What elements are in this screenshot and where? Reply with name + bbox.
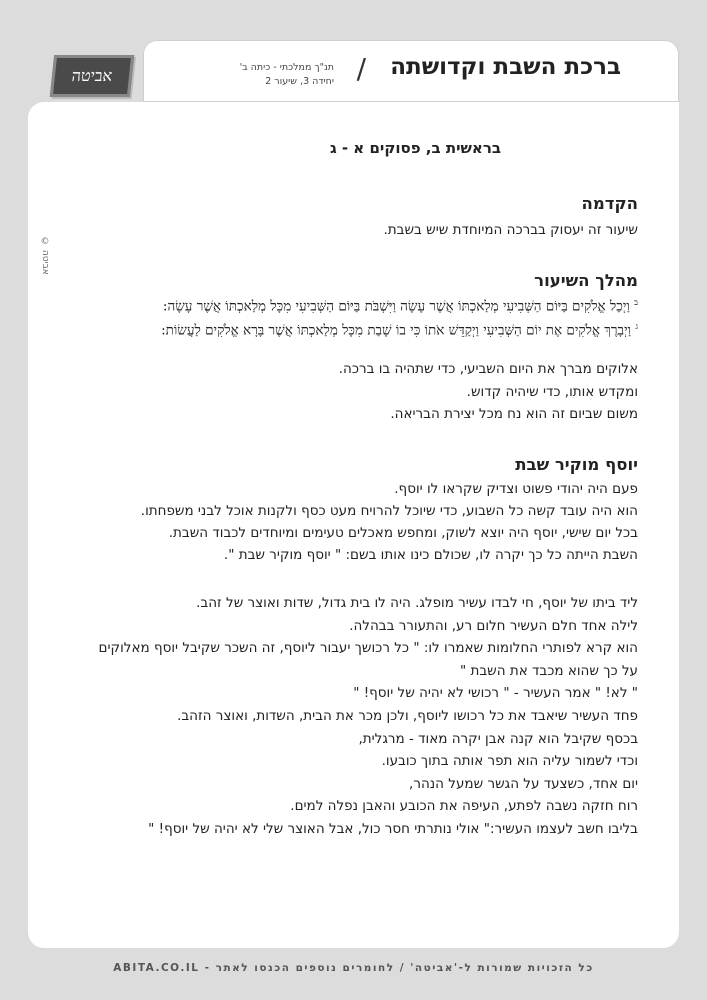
story-line: השבת הייתה כל כך יקרה לו, שכולם כינו אותו בשם: " יוסף מוקיר שבת ". (223, 547, 638, 563)
verse-b (163, 298, 638, 315)
header-bar (143, 40, 679, 102)
course-unit: יחידה 3, שיעור 2 (265, 76, 334, 87)
intro-heading: הקדמה (581, 194, 638, 213)
story-line: על כך שהוא מכבד את השבת " (460, 663, 638, 679)
story-line: בכל יום שישי, יוסף היה יוצא לשוק, ומחפש מאכלים טעימים ומיוחדים לכבוד השבת. (168, 525, 638, 541)
lesson-line: ומקדש אותו, כדי שיהיה קדוש. (466, 384, 638, 400)
story-line: ליד ביתו של יוסף, חי לבדו עשיר מופלג. היה לו בית גדול, שדות ואוצר של זהב. (196, 595, 638, 611)
lesson-heading: מהלך השיעור (534, 271, 638, 290)
footer-copyright: כל הזכויות שמורות ל-'אביטה' / לחומרים נוספים הכנסו לאתר - ABITA.CO.IL (113, 962, 594, 974)
verse-g (161, 322, 638, 339)
story-line: בליבו חשב לעצמו העשיר:" אולי נותרתי חסר כול, אבל האוצר שלי לא יהיה של יוסף! " (148, 821, 638, 837)
story-line: וכדי לשמור עליה הוא תפר אותה בתוך כובעו. (381, 753, 638, 769)
lesson-line: אלוקים מברך את היום השביעי, כדי שתהיה בו ברכה. (338, 361, 638, 377)
verse-g-number: ג (635, 322, 638, 331)
course-info (240, 61, 334, 89)
story-line: פעם היה יהודי פשוט וצדיק שקראו לו יוסף. (394, 481, 638, 497)
verse-b-number: ב (634, 298, 638, 307)
abita-logo: אביטה (50, 55, 134, 97)
story-heading: יוסף מוקיר שבת (515, 455, 638, 474)
story-line: הוא קרא לפותרי החלומות שאמרו לו: " כל רכושך יעבור ליוסף, זה השכר שקיבל יוסף מאלוקים (98, 640, 638, 656)
story-line: יום אחד, כשצעד על הגשר שמעל הנהר, (409, 776, 638, 792)
intro-text: שיעור זה יעסוק בברכה המיוחדת שיש בשבת. (383, 222, 638, 238)
title-separator: / (356, 52, 366, 85)
story-line: בכסף שקיבל הוא קנה אבן יקרה מאוד - מרגלית, (358, 731, 638, 747)
verse-b-text: וַיְכַל אֱלֹקִים בַּיּוֹם הַשְּׁבִיעִי מְלַאכְתּוֹ אֲשֶׁר עָשָׂה וַיִּשְׁבֹּת בַּיּוֹם הַשְּׁבִיעִי מִכָּל מְלַאכְתּוֹ אֲשֶׁר עָשָׂה: (162, 298, 630, 315)
story-line: לילה אחד חלם העשיר חלום רע, והתעורר בבהלה. (349, 618, 638, 634)
course-grade: תנ"ך ממלכתי - כיתה ב' (239, 62, 334, 73)
story-line: פחד העשיר שיאבד את כל רכושו ליוסף, ולכן מכר את הבית, השדות, ואוצר הזהב. (177, 708, 638, 724)
lesson-line: משום שביום זה הוא נח מכל יצירת הבריאה. (390, 406, 638, 422)
copyright-mark: © אביטה (40, 237, 50, 275)
page-title: ברכת השבת וקדושתה (390, 54, 621, 80)
story-line: רוח חזקה נשבה לפתע, העיפה את הכובע והאבן נפלה למים. (290, 798, 638, 814)
verse-reference: בראשית ב, פסוקים א - ג (329, 139, 501, 157)
story-line: " לא! " אמר העשיר - " רכושי לא יהיה של יוסף! " (353, 685, 638, 701)
verse-g-text: וַיְבָרֶךְ אֱלֹקִים אֶת יוֹם הַשְּׁבִיעִי וַיְקַדֵּשׁ אֹתוֹ כִּי בוֹ שָׁבַת מִכָּל מְלַאכְתּוֹ אֲשֶׁר בָּרָא אֱלֹקִים לַעֲשׂוֹת: (161, 322, 632, 339)
story-line: הוא היה עובד קשה כל השבוע, כדי שיוכל להרויח מעט כסף ולקנות אוכל לבני משפחתו. (140, 503, 638, 519)
